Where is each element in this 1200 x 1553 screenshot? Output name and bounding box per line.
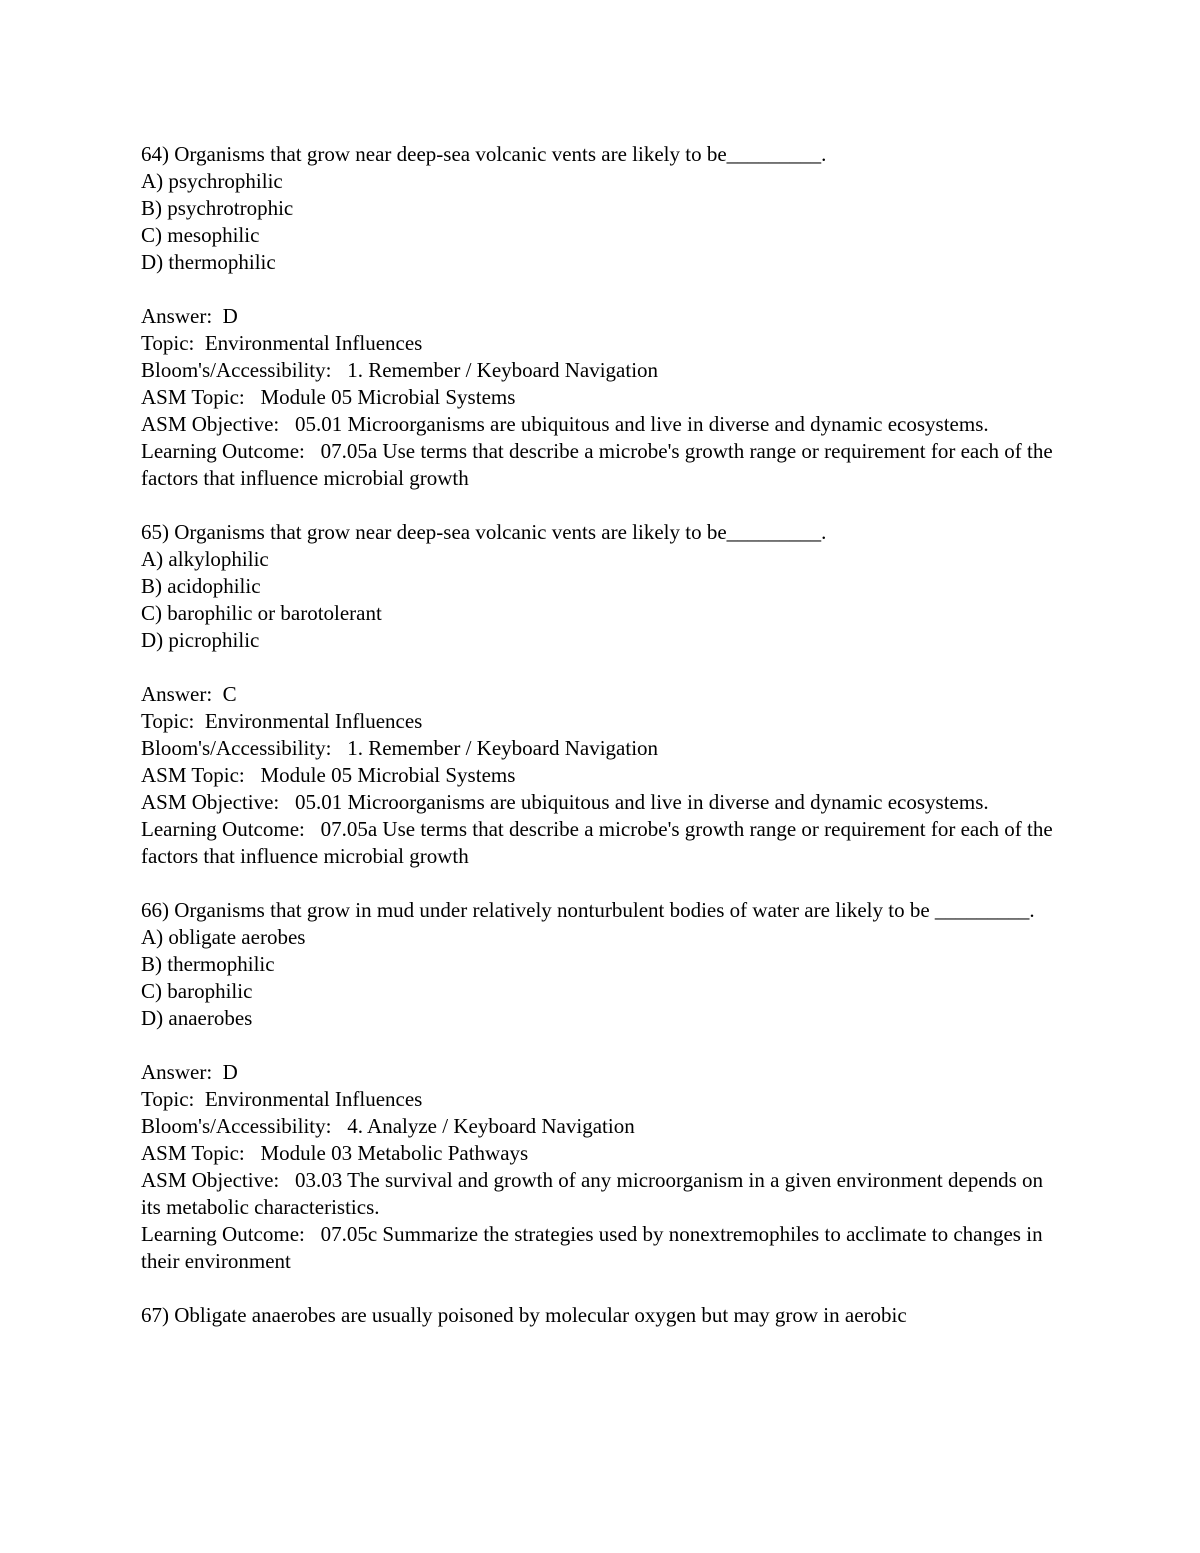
learning-outcome: Learning Outcome: 07.05a Use terms that describe a microbe's growth range or requirement for each of the factors that influence microbial growth	[141, 439, 1058, 490]
topic: Topic: Environmental Influences	[141, 709, 423, 733]
option-d: D) thermophilic	[141, 250, 276, 274]
option-b: B) psychrotrophic	[141, 196, 294, 220]
question-stem: 65) Organisms that grow near deep-sea volcanic vents are likely to be_________.	[141, 520, 827, 544]
blooms-accessibility: Bloom's/Accessibility: 1. Remember / Keyboard Navigation	[141, 736, 659, 760]
question-stem: 66) Organisms that grow in mud under relatively nonturbulent bodies of water are likely to be _________.	[141, 898, 1035, 922]
question-stem: 67) Obligate anaerobes are usually poisoned by molecular oxygen but may grow in aerobic	[141, 1303, 907, 1327]
option-b: B) thermophilic	[141, 952, 275, 976]
answer-options	[141, 924, 1066, 1032]
option-d: D) picrophilic	[141, 628, 260, 652]
answer-options	[141, 168, 1066, 276]
option-a: A) obligate aerobes	[141, 925, 306, 949]
learning-outcome: Learning Outcome: 07.05c Summarize the strategies used by nonextremophiles to acclimate to changes in their environment	[141, 1222, 1048, 1273]
option-a: A) alkylophilic	[141, 547, 269, 571]
option-b: B) acidophilic	[141, 574, 261, 598]
option-c: C) mesophilic	[141, 223, 260, 247]
answer-key: Answer: D	[141, 304, 238, 328]
document-page	[141, 141, 1066, 1356]
topic: Topic: Environmental Influences	[141, 331, 423, 355]
answer-key: Answer: C	[141, 682, 237, 706]
option-d: D) anaerobes	[141, 1006, 253, 1030]
question-67	[141, 1302, 1066, 1329]
blooms-accessibility: Bloom's/Accessibility: 1. Remember / Keyboard Navigation	[141, 358, 659, 382]
asm-topic: ASM Topic: Module 05 Microbial Systems	[141, 763, 516, 787]
asm-objective: ASM Objective: 05.01 Microorganisms are ubiquitous and live in diverse and dynamic ecosystems.	[141, 790, 989, 814]
learning-outcome: Learning Outcome: 07.05a Use terms that describe a microbe's growth range or requirement for each of the factors that influence microbial growth	[141, 817, 1058, 868]
asm-topic: ASM Topic: Module 03 Metabolic Pathways	[141, 1141, 529, 1165]
topic: Topic: Environmental Influences	[141, 1087, 423, 1111]
asm-topic: ASM Topic: Module 05 Microbial Systems	[141, 385, 516, 409]
option-c: C) barophilic	[141, 979, 253, 1003]
answer-key: Answer: D	[141, 1060, 238, 1084]
question-66	[141, 897, 1066, 1275]
asm-objective: ASM Objective: 05.01 Microorganisms are ubiquitous and live in diverse and dynamic ecosystems.	[141, 412, 989, 436]
question-65	[141, 519, 1066, 870]
asm-objective: ASM Objective: 03.03 The survival and growth of any microorganism in a given environment depends on its metabolic characteristics.	[141, 1168, 1049, 1219]
blooms-accessibility: Bloom's/Accessibility: 4. Analyze / Keyboard Navigation	[141, 1114, 635, 1138]
question-64	[141, 141, 1066, 492]
option-c: C) barophilic or barotolerant	[141, 601, 382, 625]
answer-options	[141, 546, 1066, 654]
option-a: A) psychrophilic	[141, 169, 283, 193]
question-stem: 64) Organisms that grow near deep-sea volcanic vents are likely to be_________.	[141, 142, 827, 166]
